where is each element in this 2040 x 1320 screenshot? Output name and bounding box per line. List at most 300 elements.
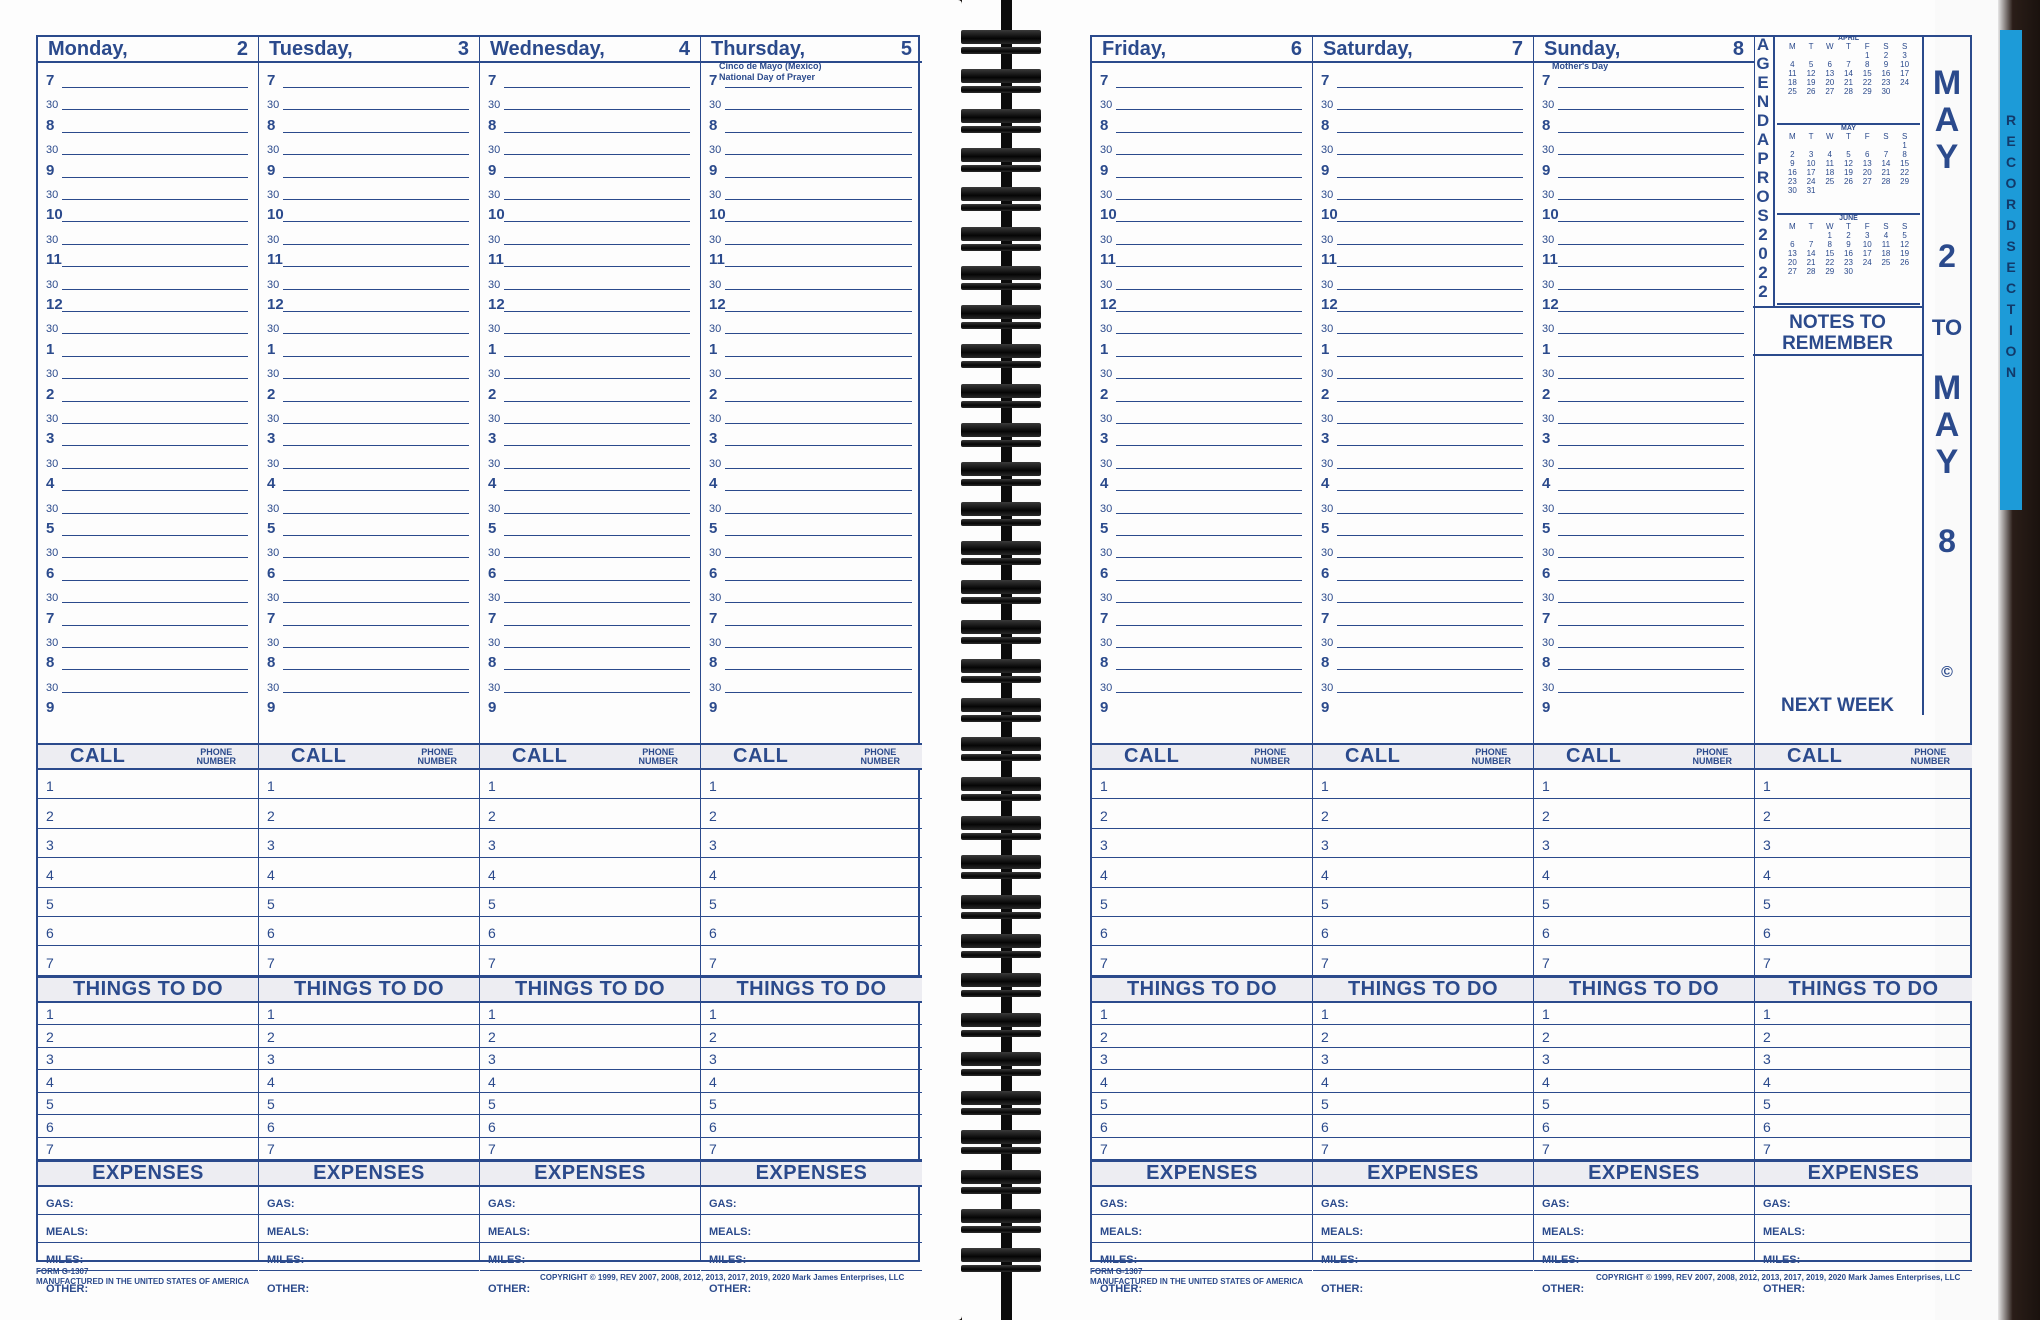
time-slot[interactable] <box>38 495 258 517</box>
time-slot[interactable] <box>38 226 258 248</box>
time-slot[interactable] <box>1092 91 1312 113</box>
expense-row[interactable] <box>259 1271 479 1299</box>
todo-row[interactable] <box>259 1048 479 1071</box>
expense-row[interactable] <box>259 1243 479 1271</box>
time-slot[interactable] <box>701 495 922 517</box>
time-slot[interactable] <box>1534 562 1754 584</box>
todo-row[interactable] <box>480 1025 700 1048</box>
time-slot[interactable] <box>701 450 922 472</box>
call-row[interactable] <box>701 770 922 799</box>
time-slot[interactable] <box>1092 674 1312 696</box>
todo-row[interactable] <box>1755 1115 1972 1138</box>
call-row[interactable] <box>1755 858 1972 887</box>
time-slot[interactable] <box>1313 248 1533 270</box>
time-slot[interactable] <box>701 181 922 203</box>
todo-row[interactable] <box>1755 1093 1972 1116</box>
call-row[interactable] <box>1755 770 1972 799</box>
call-row[interactable] <box>1313 829 1533 858</box>
call-row[interactable] <box>480 858 700 887</box>
time-slot[interactable] <box>480 248 700 270</box>
time-slot[interactable] <box>38 203 258 225</box>
time-slot[interactable] <box>1092 539 1312 561</box>
time-slot[interactable] <box>1092 517 1312 539</box>
call-row[interactable] <box>1092 829 1312 858</box>
call-row[interactable] <box>1092 946 1312 975</box>
todo-row[interactable] <box>480 1093 700 1116</box>
todo-row[interactable] <box>1755 1048 1972 1071</box>
time-slot[interactable] <box>259 159 479 181</box>
call-row[interactable] <box>1534 858 1754 887</box>
time-slot[interactable] <box>259 226 479 248</box>
time-slot[interactable] <box>701 315 922 337</box>
time-slot[interactable] <box>1534 293 1754 315</box>
call-row[interactable] <box>1092 799 1312 828</box>
expense-row[interactable] <box>701 1215 922 1243</box>
todo-row[interactable] <box>1534 1115 1754 1138</box>
todo-row[interactable] <box>1092 1138 1312 1161</box>
time-slot[interactable] <box>1092 203 1312 225</box>
time-slot[interactable] <box>38 338 258 360</box>
todo-row[interactable] <box>701 1048 922 1071</box>
call-row[interactable] <box>38 858 258 887</box>
call-row[interactable] <box>1534 888 1754 917</box>
time-slot[interactable] <box>259 293 479 315</box>
call-row[interactable] <box>1313 917 1533 946</box>
time-slot[interactable] <box>1313 517 1533 539</box>
time-slot[interactable] <box>701 472 922 494</box>
time-slot[interactable] <box>480 226 700 248</box>
time-slot[interactable] <box>1313 651 1533 673</box>
time-slot[interactable] <box>1534 539 1754 561</box>
todo-row[interactable] <box>1755 1003 1972 1026</box>
time-slot[interactable] <box>1092 69 1312 91</box>
time-slot[interactable] <box>480 203 700 225</box>
time-slot[interactable] <box>701 360 922 382</box>
call-row[interactable] <box>259 799 479 828</box>
todo-row[interactable] <box>1313 1138 1533 1161</box>
todo-row[interactable] <box>259 1003 479 1026</box>
time-slot[interactable] <box>38 584 258 606</box>
time-slot[interactable] <box>480 338 700 360</box>
todo-row[interactable] <box>480 1115 700 1138</box>
time-slot[interactable] <box>1092 159 1312 181</box>
todo-row[interactable] <box>38 1115 258 1138</box>
expense-row[interactable] <box>1534 1187 1754 1215</box>
todo-row[interactable] <box>480 1070 700 1093</box>
call-row[interactable] <box>1313 799 1533 828</box>
record-section-tab[interactable] <box>2000 30 2022 510</box>
time-slot[interactable] <box>1313 472 1533 494</box>
time-slot[interactable] <box>1092 629 1312 651</box>
expense-row[interactable] <box>1755 1243 1972 1271</box>
time-slot[interactable] <box>259 472 479 494</box>
time-slot[interactable] <box>38 383 258 405</box>
time-slot[interactable] <box>701 159 922 181</box>
time-slot[interactable] <box>259 383 479 405</box>
time-slot[interactable] <box>259 181 479 203</box>
todo-row[interactable] <box>480 1003 700 1026</box>
time-slot[interactable] <box>38 271 258 293</box>
time-slot[interactable] <box>480 651 700 673</box>
call-row[interactable] <box>480 770 700 799</box>
time-slot[interactable] <box>1534 607 1754 629</box>
expense-row[interactable] <box>1534 1215 1754 1243</box>
time-slot[interactable] <box>1092 383 1312 405</box>
time-slot[interactable] <box>38 91 258 113</box>
time-slot[interactable] <box>1534 315 1754 337</box>
time-slot[interactable] <box>701 293 922 315</box>
time-slot[interactable] <box>1534 629 1754 651</box>
expense-row[interactable] <box>480 1243 700 1271</box>
time-slot[interactable] <box>1534 181 1754 203</box>
call-row[interactable] <box>1313 946 1533 975</box>
time-slot[interactable] <box>701 674 922 696</box>
time-slot[interactable] <box>1313 293 1533 315</box>
time-slot[interactable] <box>1534 696 1754 718</box>
time-slot[interactable] <box>1534 248 1754 270</box>
time-slot[interactable] <box>1534 517 1754 539</box>
call-row[interactable] <box>701 829 922 858</box>
time-slot[interactable] <box>1313 114 1533 136</box>
call-row[interactable] <box>38 946 258 975</box>
time-slot[interactable] <box>1534 136 1754 158</box>
time-slot[interactable] <box>259 539 479 561</box>
time-slot[interactable] <box>259 674 479 696</box>
time-slot[interactable] <box>1313 181 1533 203</box>
call-row[interactable] <box>1755 946 1972 975</box>
todo-row[interactable] <box>259 1138 479 1161</box>
time-slot[interactable] <box>1092 360 1312 382</box>
time-slot[interactable] <box>701 629 922 651</box>
time-slot[interactable] <box>1534 651 1754 673</box>
expense-row[interactable] <box>1313 1215 1533 1243</box>
time-slot[interactable] <box>38 293 258 315</box>
time-slot[interactable] <box>1534 405 1754 427</box>
call-row[interactable] <box>38 770 258 799</box>
time-slot[interactable] <box>480 91 700 113</box>
time-slot[interactable] <box>259 360 479 382</box>
time-slot[interactable] <box>1092 607 1312 629</box>
time-slot[interactable] <box>1092 472 1312 494</box>
time-slot[interactable] <box>1092 271 1312 293</box>
call-row[interactable] <box>259 858 479 887</box>
expense-row[interactable] <box>701 1243 922 1271</box>
time-slot[interactable] <box>259 203 479 225</box>
time-slot[interactable] <box>38 360 258 382</box>
time-slot[interactable] <box>701 69 922 91</box>
time-slot[interactable] <box>1534 338 1754 360</box>
time-slot[interactable] <box>480 114 700 136</box>
time-slot[interactable] <box>1092 562 1312 584</box>
time-slot[interactable] <box>1092 584 1312 606</box>
time-slot[interactable] <box>259 405 479 427</box>
todo-row[interactable] <box>259 1115 479 1138</box>
call-row[interactable] <box>480 946 700 975</box>
todo-row[interactable] <box>38 1025 258 1048</box>
time-slot[interactable] <box>38 136 258 158</box>
time-slot[interactable] <box>701 203 922 225</box>
todo-row[interactable] <box>38 1003 258 1026</box>
time-slot[interactable] <box>1313 203 1533 225</box>
time-slot[interactable] <box>701 226 922 248</box>
call-row[interactable] <box>38 888 258 917</box>
todo-row[interactable] <box>38 1138 258 1161</box>
call-row[interactable] <box>259 946 479 975</box>
todo-row[interactable] <box>1313 1025 1533 1048</box>
time-slot[interactable] <box>38 562 258 584</box>
time-slot[interactable] <box>1313 226 1533 248</box>
todo-row[interactable] <box>259 1070 479 1093</box>
time-slot[interactable] <box>259 114 479 136</box>
todo-row[interactable] <box>1534 1093 1754 1116</box>
time-slot[interactable] <box>480 495 700 517</box>
time-slot[interactable] <box>701 271 922 293</box>
call-row[interactable] <box>1534 946 1754 975</box>
call-row[interactable] <box>701 888 922 917</box>
time-slot[interactable] <box>1534 91 1754 113</box>
call-row[interactable] <box>1534 829 1754 858</box>
time-slot[interactable] <box>1534 472 1754 494</box>
time-slot[interactable] <box>701 607 922 629</box>
call-row[interactable] <box>259 770 479 799</box>
time-slot[interactable] <box>1534 450 1754 472</box>
time-slot[interactable] <box>480 674 700 696</box>
time-slot[interactable] <box>1534 69 1754 91</box>
todo-row[interactable] <box>701 1025 922 1048</box>
time-slot[interactable] <box>480 383 700 405</box>
time-slot[interactable] <box>1092 293 1312 315</box>
time-slot[interactable] <box>1534 360 1754 382</box>
time-slot[interactable] <box>480 472 700 494</box>
call-row[interactable] <box>1092 888 1312 917</box>
expense-row[interactable] <box>1755 1215 1972 1243</box>
time-slot[interactable] <box>38 674 258 696</box>
call-row[interactable] <box>259 829 479 858</box>
time-slot[interactable] <box>38 696 258 718</box>
time-slot[interactable] <box>480 629 700 651</box>
time-slot[interactable] <box>38 539 258 561</box>
time-slot[interactable] <box>38 114 258 136</box>
time-slot[interactable] <box>480 427 700 449</box>
call-row[interactable] <box>1092 770 1312 799</box>
time-slot[interactable] <box>38 427 258 449</box>
time-slot[interactable] <box>259 584 479 606</box>
todo-row[interactable] <box>1313 1003 1533 1026</box>
todo-row[interactable] <box>1313 1070 1533 1093</box>
call-row[interactable] <box>1313 858 1533 887</box>
expense-row[interactable] <box>1092 1187 1312 1215</box>
todo-row[interactable] <box>701 1138 922 1161</box>
call-row[interactable] <box>1313 770 1533 799</box>
call-row[interactable] <box>1534 799 1754 828</box>
call-row[interactable] <box>38 917 258 946</box>
time-slot[interactable] <box>1313 450 1533 472</box>
time-slot[interactable] <box>38 248 258 270</box>
time-slot[interactable] <box>701 651 922 673</box>
call-row[interactable] <box>480 829 700 858</box>
time-slot[interactable] <box>259 651 479 673</box>
todo-row[interactable] <box>259 1025 479 1048</box>
time-slot[interactable] <box>701 427 922 449</box>
time-slot[interactable] <box>1092 338 1312 360</box>
todo-row[interactable] <box>1755 1025 1972 1048</box>
time-slot[interactable] <box>480 271 700 293</box>
todo-row[interactable] <box>1755 1138 1972 1161</box>
todo-row[interactable] <box>1534 1070 1754 1093</box>
todo-row[interactable] <box>1092 1070 1312 1093</box>
time-slot[interactable] <box>259 271 479 293</box>
time-slot[interactable] <box>480 562 700 584</box>
call-row[interactable] <box>1534 917 1754 946</box>
time-slot[interactable] <box>1092 651 1312 673</box>
time-slot[interactable] <box>480 136 700 158</box>
time-slot[interactable] <box>38 69 258 91</box>
time-slot[interactable] <box>1313 584 1533 606</box>
time-slot[interactable] <box>1313 159 1533 181</box>
time-slot[interactable] <box>38 159 258 181</box>
time-slot[interactable] <box>38 315 258 337</box>
time-slot[interactable] <box>701 91 922 113</box>
time-slot[interactable] <box>1092 226 1312 248</box>
time-slot[interactable] <box>701 136 922 158</box>
time-slot[interactable] <box>701 405 922 427</box>
time-slot[interactable] <box>259 629 479 651</box>
time-slot[interactable] <box>480 315 700 337</box>
time-slot[interactable] <box>1313 383 1533 405</box>
time-slot[interactable] <box>701 248 922 270</box>
todo-row[interactable] <box>480 1048 700 1071</box>
time-slot[interactable] <box>1534 159 1754 181</box>
time-slot[interactable] <box>701 562 922 584</box>
expense-row[interactable] <box>1092 1215 1312 1243</box>
todo-row[interactable] <box>1092 1025 1312 1048</box>
expense-row[interactable] <box>1534 1243 1754 1271</box>
time-slot[interactable] <box>1313 360 1533 382</box>
todo-row[interactable] <box>1092 1115 1312 1138</box>
time-slot[interactable] <box>480 293 700 315</box>
call-row[interactable] <box>1534 770 1754 799</box>
todo-row[interactable] <box>38 1048 258 1071</box>
expense-row[interactable] <box>1313 1243 1533 1271</box>
call-row[interactable] <box>701 799 922 828</box>
todo-row[interactable] <box>38 1070 258 1093</box>
todo-row[interactable] <box>1534 1003 1754 1026</box>
todo-row[interactable] <box>701 1115 922 1138</box>
time-slot[interactable] <box>259 248 479 270</box>
time-slot[interactable] <box>259 495 479 517</box>
time-slot[interactable] <box>259 607 479 629</box>
time-slot[interactable] <box>1313 607 1533 629</box>
time-slot[interactable] <box>1092 248 1312 270</box>
expense-row[interactable] <box>1313 1187 1533 1215</box>
call-row[interactable] <box>480 917 700 946</box>
time-slot[interactable] <box>1313 136 1533 158</box>
time-slot[interactable] <box>701 696 922 718</box>
time-slot[interactable] <box>1534 427 1754 449</box>
time-slot[interactable] <box>1313 562 1533 584</box>
time-slot[interactable] <box>1313 91 1533 113</box>
time-slot[interactable] <box>1092 427 1312 449</box>
time-slot[interactable] <box>701 517 922 539</box>
time-slot[interactable] <box>480 584 700 606</box>
call-row[interactable] <box>480 888 700 917</box>
expense-row[interactable] <box>259 1215 479 1243</box>
time-slot[interactable] <box>480 360 700 382</box>
time-slot[interactable] <box>259 136 479 158</box>
expense-row[interactable] <box>480 1187 700 1215</box>
todo-row[interactable] <box>701 1070 922 1093</box>
time-slot[interactable] <box>1092 696 1312 718</box>
expense-row[interactable] <box>38 1215 258 1243</box>
time-slot[interactable] <box>480 181 700 203</box>
expense-row[interactable] <box>1755 1187 1972 1215</box>
todo-row[interactable] <box>701 1093 922 1116</box>
time-slot[interactable] <box>480 69 700 91</box>
time-slot[interactable] <box>38 181 258 203</box>
time-slot[interactable] <box>38 405 258 427</box>
time-slot[interactable] <box>480 159 700 181</box>
time-slot[interactable] <box>480 405 700 427</box>
todo-row[interactable] <box>1092 1048 1312 1071</box>
time-slot[interactable] <box>1534 203 1754 225</box>
time-slot[interactable] <box>1092 450 1312 472</box>
todo-row[interactable] <box>259 1093 479 1116</box>
call-row[interactable] <box>1755 829 1972 858</box>
time-slot[interactable] <box>480 450 700 472</box>
time-slot[interactable] <box>480 517 700 539</box>
time-slot[interactable] <box>259 338 479 360</box>
expense-row[interactable] <box>259 1187 479 1215</box>
expense-row[interactable] <box>701 1187 922 1215</box>
call-row[interactable] <box>480 799 700 828</box>
time-slot[interactable] <box>259 696 479 718</box>
time-slot[interactable] <box>1534 271 1754 293</box>
todo-row[interactable] <box>1534 1048 1754 1071</box>
call-row[interactable] <box>701 946 922 975</box>
time-slot[interactable] <box>1313 629 1533 651</box>
time-slot[interactable] <box>38 607 258 629</box>
time-slot[interactable] <box>701 114 922 136</box>
time-slot[interactable] <box>1313 315 1533 337</box>
time-slot[interactable] <box>259 517 479 539</box>
todo-row[interactable] <box>1755 1070 1972 1093</box>
time-slot[interactable] <box>701 539 922 561</box>
time-slot[interactable] <box>1313 495 1533 517</box>
call-row[interactable] <box>1313 888 1533 917</box>
todo-row[interactable] <box>1092 1003 1312 1026</box>
time-slot[interactable] <box>1092 136 1312 158</box>
todo-row[interactable] <box>1092 1093 1312 1116</box>
time-slot[interactable] <box>1092 181 1312 203</box>
time-slot[interactable] <box>38 517 258 539</box>
time-slot[interactable] <box>259 562 479 584</box>
call-row[interactable] <box>1755 799 1972 828</box>
call-row[interactable] <box>701 858 922 887</box>
call-row[interactable] <box>259 888 479 917</box>
time-slot[interactable] <box>701 338 922 360</box>
todo-row[interactable] <box>1313 1048 1533 1071</box>
call-row[interactable] <box>259 917 479 946</box>
time-slot[interactable] <box>701 584 922 606</box>
time-slot[interactable] <box>1534 114 1754 136</box>
call-row[interactable] <box>1092 858 1312 887</box>
expense-row[interactable] <box>1313 1271 1533 1299</box>
time-slot[interactable] <box>1534 674 1754 696</box>
time-slot[interactable] <box>1092 495 1312 517</box>
time-slot[interactable] <box>259 315 479 337</box>
time-slot[interactable] <box>1313 696 1533 718</box>
time-slot[interactable] <box>259 91 479 113</box>
